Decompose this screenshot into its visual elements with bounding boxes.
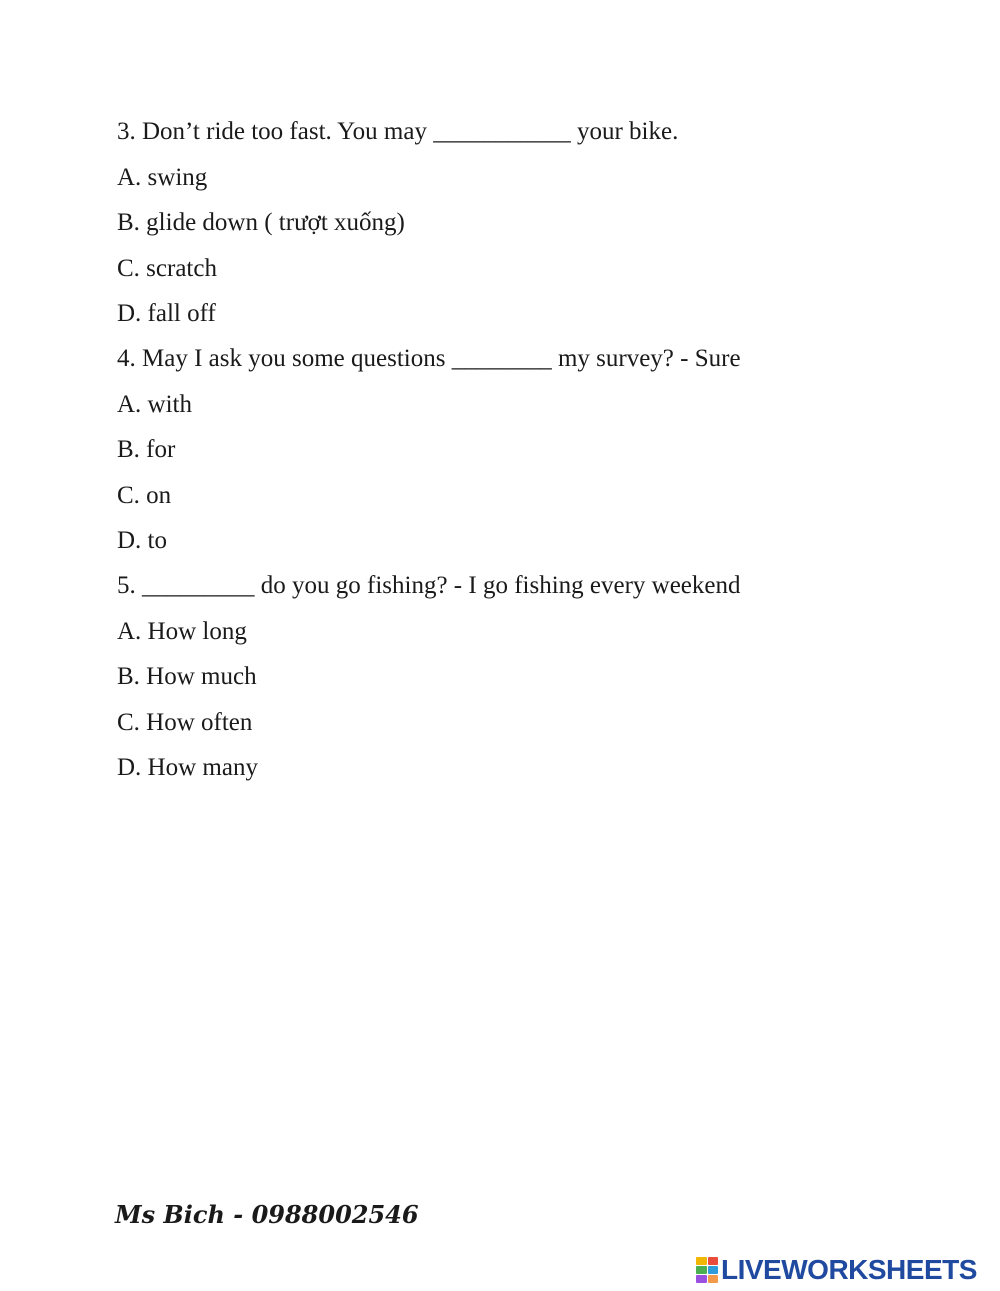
logo-block [696, 1275, 707, 1283]
question-3-stem: 3. Don’t ride too fast. You may ___________ your bike. [117, 118, 679, 145]
question-3-option-b[interactable]: B. glide down ( trượt xuống) [117, 209, 405, 236]
question-5-stem: 5. _________ do you go fishing? - I go fishing every weekend [117, 572, 741, 599]
question-4-stem: 4. May I ask you some questions ________ my survey? - Sure [117, 345, 741, 372]
logo-block [708, 1266, 719, 1274]
question-5-option-d[interactable]: D. How many [117, 754, 258, 781]
liveworksheets-brand [696, 1255, 977, 1285]
question-4-option-a[interactable]: A. with [117, 391, 192, 418]
question-5-option-c[interactable]: C. How often [117, 709, 253, 736]
question-4-option-d[interactable]: D. to [117, 527, 167, 554]
question-3-option-d[interactable]: D. fall off [117, 300, 216, 327]
author-signature: Ms Bich - 0988002546 [115, 1200, 419, 1229]
logo-block [696, 1257, 707, 1265]
question-4-option-b[interactable]: B. for [117, 436, 176, 463]
question-5-option-b[interactable]: B. How much [117, 663, 257, 690]
logo-block [708, 1257, 719, 1265]
logo-block [708, 1275, 719, 1283]
question-3-option-a[interactable]: A. swing [117, 164, 208, 191]
question-4-option-c[interactable]: C. on [117, 482, 172, 509]
question-3-option-c[interactable]: C. scratch [117, 255, 217, 282]
brand-name: LIVEWORKSHEETS [721, 1254, 977, 1285]
liveworksheets-logo-icon [696, 1257, 718, 1283]
question-5-option-a[interactable]: A. How long [117, 618, 247, 645]
logo-block [696, 1266, 707, 1274]
